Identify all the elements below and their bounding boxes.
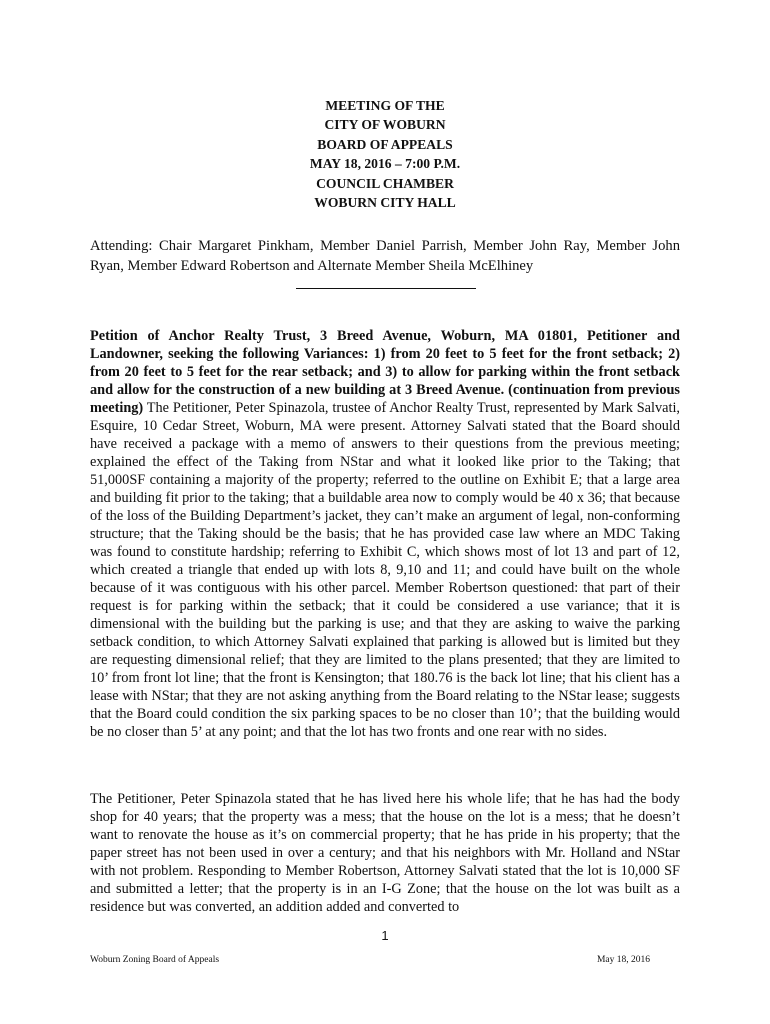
header-line: BOARD OF APPEALS (317, 136, 453, 152)
separator-rule (296, 288, 476, 289)
header-line: WOBURN CITY HALL (314, 195, 456, 211)
petition-body: The Petitioner, Peter Spinazola, trustee of Anchor Realty Trust, represented by Mark Salvati, Esquire, 10 Cedar Street, Woburn, MA were present. Attorney Salvati stated that the Board should have received a package with a memo of answers to their questions from the previous meeting; explained the effect of the Taking from NStar and what it looked like prior to the Taking; that 51,000SF containing a majority of the property; referred to the outline on Exhibit E; that a large area and building fit prior to the taking; that a buildable area now to comply would be 40 x 36; that because of the loss of the Building Department’s jacket, they can’t make an argument of legal, non-conforming structure; that the Taking should be the basis; that he has provided case law where an MDC Taking was found to constitute hardship; referring to Exhibit C, which shows most of lot 13 and part of 12, which created a triangle that ended up with lots 8, 9,10 and 11; and could have built on the whole because of it was contiguous with his other parcel. Member Robertson questioned: that part of their request is for parking within the setback; that it could be considered a use variance; that it is dimensional with the building but the parking is use; and that they are asking to waive the parking setback condition, to which Attorney Salvati explained that parking is allowed but is limited but they are requesting dimensional relief; that they are limited to the plans presented; that they are limited to 10’ from front lot line; that the front is Kensington; that 180.76 is the back lot line; that his client has a lease with NStar; that they are not asking anything from the Board relating to the NStar lease; suggests that the Board could condition the six parking spaces to be no closer than 10’; that the building would be no closer than 5’ at any point; and that the lot has two fronts and one rear with no sides. (90, 400, 680, 740)
petition-paragraph (90, 327, 680, 741)
footer-date: May 18, 2016 (596, 955, 650, 965)
meeting-header (0, 96, 770, 212)
page-number: 1 (381, 928, 389, 943)
header-line: MAY 18, 2016 – 7:00 P.M. (309, 156, 461, 172)
testimony-paragraph: The Petitioner, Peter Spinazola stated that he has lived here his whole life; that he has had the body shop for 40 years; that the property was a mess; that the house on the lot is a mess; that he doesn’t want to renovate the house as it’s on commercial property; that he has pride in his property; that the paper street has not been used in over a century; and that his neighbors with Mr. Holland and NStar with not problem. Responding to Member Robertson, Attorney Salvati stated that the lot is 10,000 SF and submitted a letter; that the property is in an I-G Zone; that the house on the lot was built as a residence but was converted, an addition added and converted to (90, 791, 680, 915)
header-line: COUNCIL CHAMBER (316, 175, 454, 191)
petition-heading: Petition of Anchor Realty Trust, 3 Breed Avenue, Woburn, MA 01801, Petitioner and Landowner, seeking the following Variances: 1) from 20 feet to 5 feet for the front setback; 2) from 20 feet to 5 feet for the rear setback; and 3) to allow for parking within the front setback and allow for the construction of a new building at 3 Breed Avenue. (continuation from previous meeting) (90, 328, 680, 416)
footer-left-text: Woburn Zoning Board of Appeals (90, 955, 220, 965)
header-line: CITY OF WOBURN (324, 117, 446, 133)
attendance-list: Attending: Chair Margaret Pinkham, Member Daniel Parrish, Member John Ray, Member John Ryan, Member Edward Robertson and Alternate Member Sheila McElhiney (90, 238, 680, 274)
header-line: MEETING OF THE (325, 98, 445, 113)
